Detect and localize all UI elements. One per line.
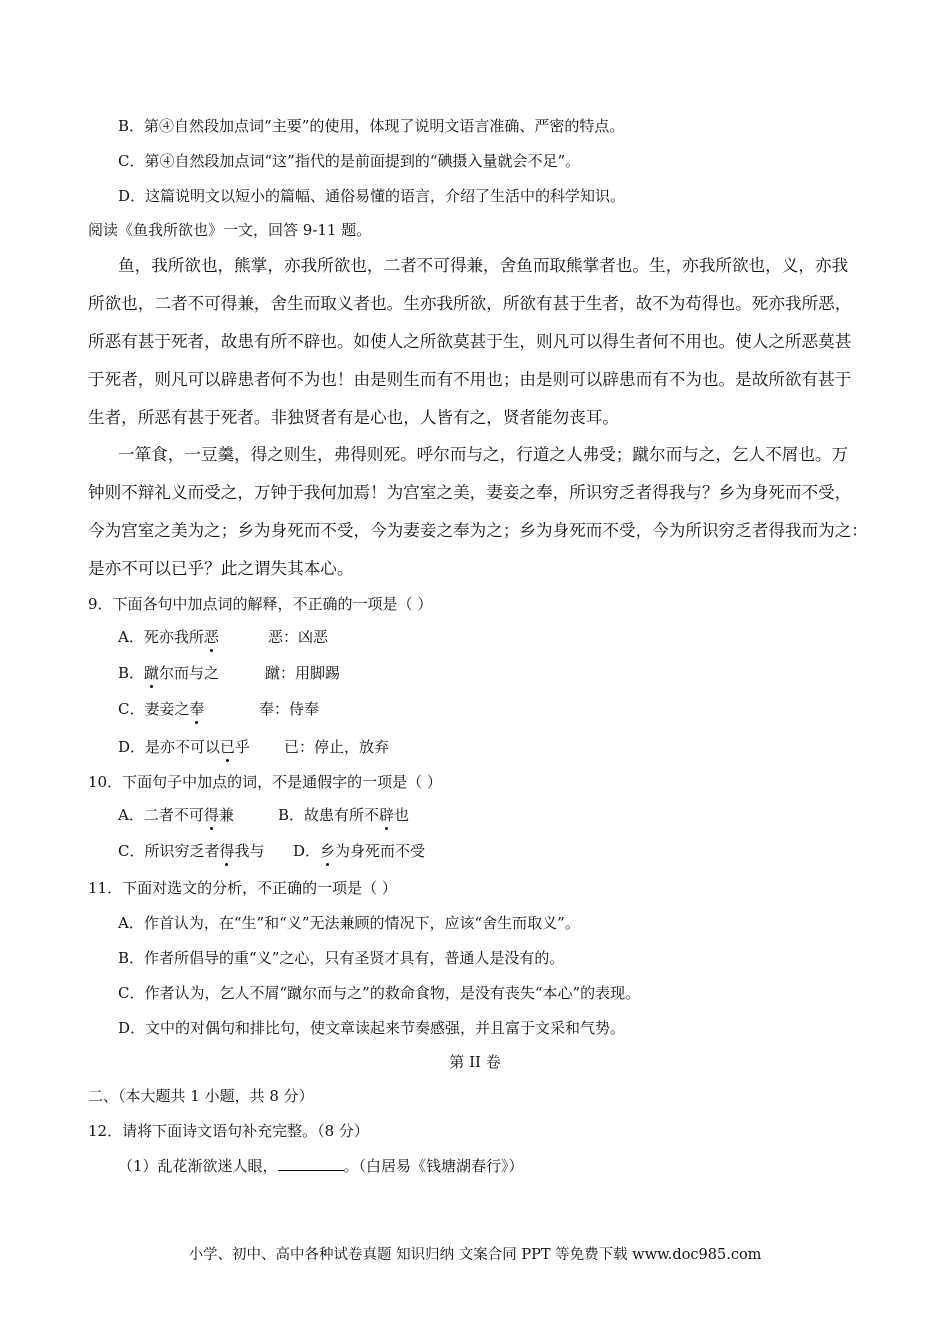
passage-line: 所恶有甚于死者，故患有所不辟也。如使人之所欲莫甚于生，则凡可以得生者何不用也。使人之所恶莫甚: [88, 332, 852, 351]
q9-option-a-gloss: 恶：凶恶: [268, 628, 329, 646]
q12-stem: 12．请将下面诗文语句补充完整。（8 分）: [88, 1122, 369, 1140]
q8-option-b: B．第④自然段加点词“主要”的使用，体现了说明文语言准确、严密的特点。: [118, 117, 625, 135]
q9-option-d: D．是亦不可以已乎 已：停止，放弃: [118, 738, 390, 756]
section-heading: 二、（本大题共 1 小题，共 8 分）: [88, 1087, 314, 1105]
q9-option-b-gloss: 蹴：用脚踢: [265, 664, 341, 682]
volume-heading: 第 II 卷: [449, 1053, 501, 1071]
q9-option-b: B．蹴尔而与之 蹴：用脚踢: [118, 664, 341, 682]
answer-blank: [278, 1156, 344, 1171]
q10-options-row-2: [118, 841, 426, 861]
q11-option-b: B．作者所倡导的重“义”之心，只有圣贤才具有，普通人是没有的。: [118, 949, 565, 967]
reading-intro: 阅读《鱼我所欲也》一文，回答 9-11 题。: [88, 221, 372, 239]
emphasis-dot-char: 辟: [379, 806, 395, 824]
passage-line: 生者，所恶有甚于死者。非独贤者有是心也，人皆有之，贤者能勿丧耳。: [88, 408, 619, 427]
q11-stem: 11．下面对选文的分析，不正确的一项是（ ）: [88, 879, 397, 897]
page-footer: 小学、初中、高中各种试卷真题 知识归纳 文案合同 PPT 等免费下载 www.doc985.com: [188, 1247, 762, 1263]
q10-option-a: A．二者不可得兼: [118, 806, 234, 824]
emphasis-dot-char: 奉: [189, 700, 205, 718]
q10-option-c: C．所识穷乏者得我与: [118, 842, 265, 860]
q10-option-b: B．故患有所不辟也: [278, 806, 410, 824]
emphasis-dot-char: 蹴: [144, 664, 160, 682]
emphasis-dot-char: 得: [203, 806, 219, 824]
q11-option-a: A．作首认为，在“生”和“义”无法兼顾的情况下，应该“舍生而取义”。: [118, 914, 580, 932]
passage-line: 今为宫室之美为之；乡为身死而不受，今为妻妾之奉为之；乡为身死而不受，今为所识穷乏者得我而为之：: [88, 521, 868, 540]
passage-line: 于死者，则凡可以辟患者何不为也！由是则生而有不用也；由是则可以辟患而有不为也。是故所欲有甚于: [88, 370, 852, 389]
q10-option-d: D．乡为身死而不受: [293, 842, 426, 860]
q11-option-c: C．作者认为，乞人不屑“蹴尔而与之”的救命食物，是没有丧失“本心”的表现。: [118, 984, 641, 1002]
q9-option-a: A．死亦我所恶 恶：凶恶: [118, 628, 329, 646]
passage-line: 鱼，我所欲也，熊掌，亦我所欲也，二者不可得兼，舍鱼而取熊掌者也。生，亦我所欲也，义，亦我: [118, 256, 849, 275]
emphasis-dot-char: 乡: [320, 842, 336, 860]
emphasis-dot-char: 恶: [203, 628, 219, 646]
passage-line: 钟则不辩礼义而受之，万钟于我何加焉！为宫室之美，妻妾之奉，所识穷乏者得我与？乡为身死而不受，: [88, 483, 852, 502]
q8-option-d: D．这篇说明文以短小的篇幅、通俗易懂的语言，介绍了生活中的科学知识。: [118, 187, 626, 205]
q12-item-1: （1）乱花渐欲迷人眼， 。（白居易《钱塘湖春行》）: [118, 1157, 524, 1175]
q9-option-c-gloss: 奉：侍奉: [259, 700, 320, 718]
emphasis-dot-char: 已: [220, 738, 236, 756]
q9-option-c: C．妻妾之奉 奉：侍奉: [118, 700, 320, 718]
passage-line: 所欲也，二者不可得兼，舍生而取义者也。生亦我所欲，所欲有甚于生者，故不为苟得也。死亦我所恶，: [88, 294, 852, 313]
q9-option-d-gloss: 已：停止，放弃: [284, 738, 390, 756]
q10-options-row-1: [118, 805, 410, 825]
q8-option-c: C．第④自然段加点词“这”指代的是前面提到的“碘摄入量就会不足”。: [118, 152, 581, 170]
emphasis-dot-char: 得: [219, 842, 235, 860]
passage-line: 是亦不可以已乎？此之谓失其本心。: [88, 559, 354, 578]
q10-stem: 10．下面句子中加点的词，不是通假字的一项是（ ）: [88, 773, 442, 791]
q11-option-d: D．文中的对偶句和排比句，使文章读起来节奏感强，并且富于文采和气势。: [118, 1019, 626, 1037]
passage-line: 一箪食，一豆羹，得之则生，弗得则死。呼尔而与之，行道之人弗受；蹴尔而与之，乞人不屑也。万: [118, 445, 849, 464]
q9-stem: 9．下面各句中加点词的解释，不正确的一项是（ ）: [88, 595, 433, 613]
